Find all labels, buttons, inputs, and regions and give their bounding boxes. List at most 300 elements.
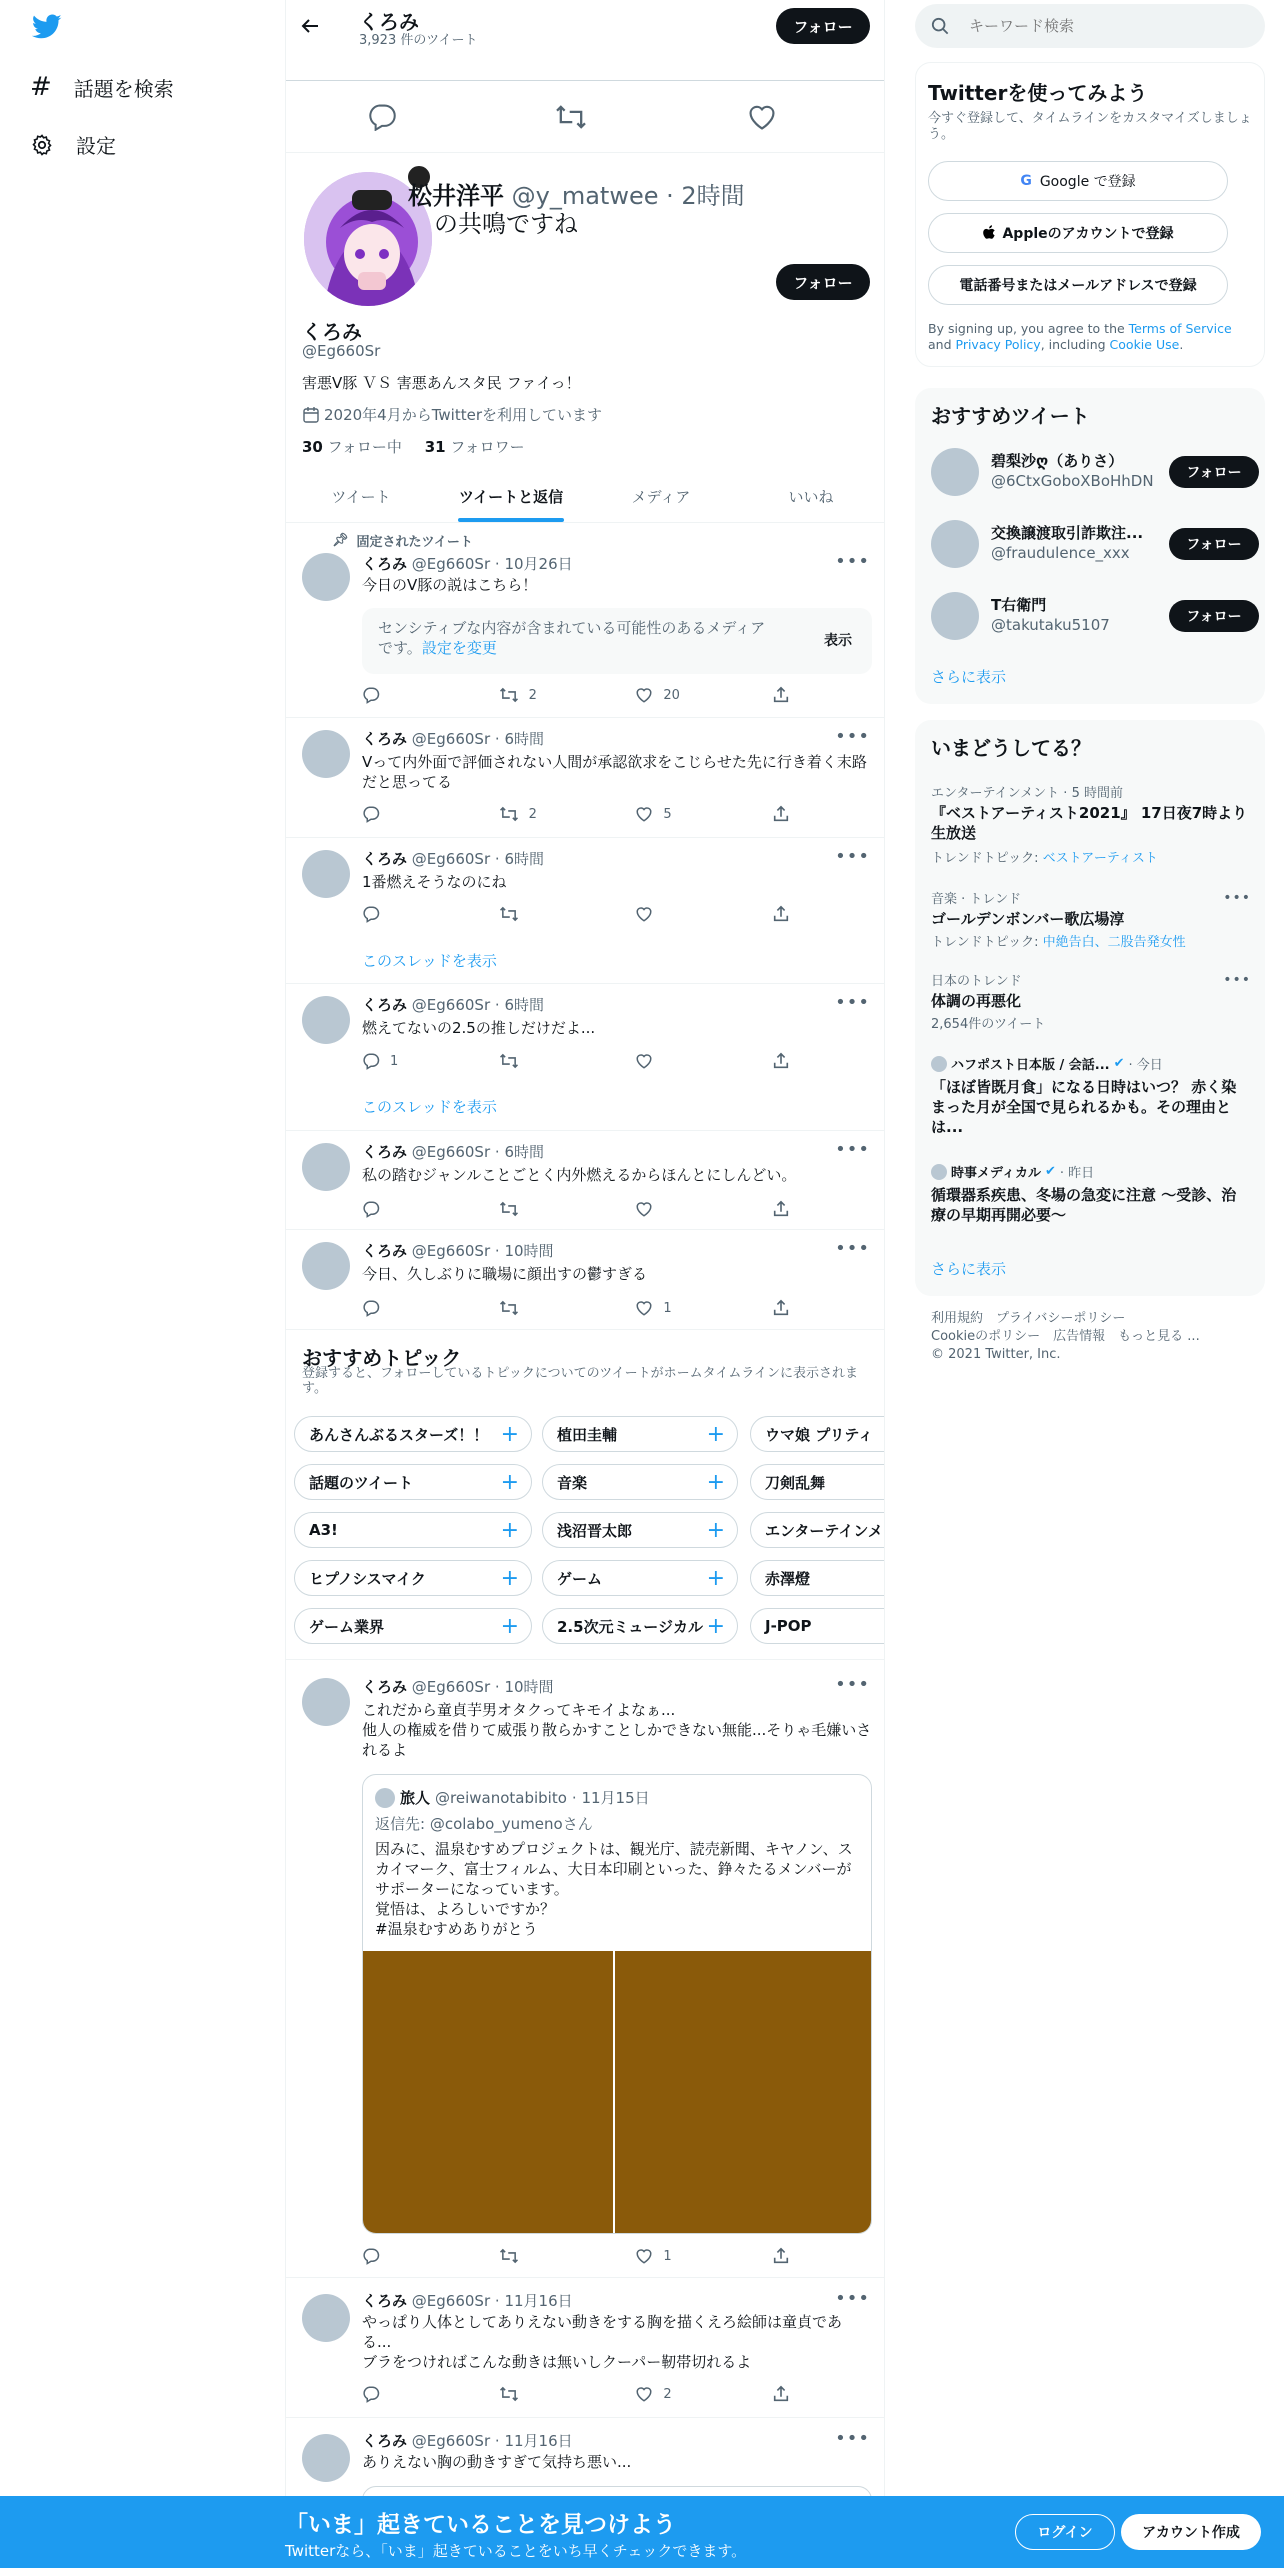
- banner-text: の共鳴ですね: [434, 210, 578, 238]
- share-icon: [772, 1052, 790, 1070]
- avatar[interactable]: [931, 448, 979, 496]
- tweet-header: [362, 1141, 544, 1162]
- quoted-header: [375, 1787, 650, 1808]
- tweet-handle: @Eg660Sr: [411, 1678, 491, 1696]
- topic-pill[interactable]: [542, 1416, 738, 1452]
- tweet-time[interactable]: · 6時間: [494, 730, 544, 748]
- tweet-item[interactable]: [286, 718, 885, 838]
- topic-pill[interactable]: [542, 1464, 738, 1500]
- hashtag-icon: #: [30, 72, 52, 102]
- back-arrow-icon[interactable]: [300, 16, 320, 36]
- show-thread-link[interactable]: このスレッドを表示: [362, 952, 497, 970]
- like-icon: [635, 686, 653, 704]
- topic-pill[interactable]: [542, 1512, 738, 1548]
- tweet-handle: @Eg660Sr: [411, 1143, 491, 1161]
- like-button[interactable]: [635, 2247, 725, 2265]
- tweet-actions: [362, 1051, 792, 1071]
- nav-settings[interactable]: [30, 130, 116, 159]
- like-button[interactable]: [635, 1200, 725, 1218]
- plus-icon: +: [500, 1565, 519, 1591]
- topics-desc: 登録すると、フォローしているトピックについてのツイートがホームタイムラインに表示されます。: [302, 1366, 859, 1396]
- trend-item[interactable]: [931, 888, 1251, 950]
- header-follow-button[interactable]: フォロー: [776, 8, 870, 44]
- avatar[interactable]: [302, 2434, 350, 2482]
- reply-button[interactable]: [362, 1052, 452, 1070]
- retweet-button[interactable]: [499, 1299, 589, 1317]
- topic-pill[interactable]: [750, 1560, 885, 1596]
- retweet-button[interactable]: [499, 2247, 589, 2265]
- tweet-author[interactable]: くろみ: [362, 555, 408, 573]
- quoted-author: 旅人: [400, 1789, 431, 1807]
- change-settings-link[interactable]: 設定を変更: [421, 639, 497, 657]
- follow-button[interactable]: フォロー: [1169, 600, 1259, 632]
- tweet-time[interactable]: · 10時間: [494, 1242, 554, 1260]
- like-button[interactable]: [635, 1299, 725, 1317]
- retweet-icon: [499, 1200, 519, 1218]
- reply-icon: [362, 1200, 380, 1218]
- tab-likes[interactable]: いいね: [788, 487, 834, 506]
- like-button[interactable]: [635, 1052, 725, 1070]
- news-item[interactable]: [931, 1162, 1251, 1225]
- tweet-author[interactable]: くろみ: [362, 730, 408, 748]
- plus-icon: +: [706, 1469, 725, 1495]
- topic-pill[interactable]: [294, 1560, 532, 1596]
- topic-pill[interactable]: [750, 1608, 885, 1644]
- tweet-text: ありえない胸の動きすぎて気持ち悪い...: [362, 2453, 632, 2471]
- login-button[interactable]: ログイン: [1015, 2514, 1115, 2550]
- like-button[interactable]: [635, 905, 725, 923]
- tweet-actions: [362, 1298, 792, 1318]
- tweet-handle: @Eg660Sr: [411, 555, 491, 573]
- topic-label: 赤澤燈: [765, 1569, 811, 1588]
- trend-sub-prefix: トレンドトピック:: [931, 851, 1043, 866]
- quoted-text-line: #温泉むすめありがとう: [375, 1920, 538, 1938]
- tweet-item[interactable]: [286, 1660, 885, 2278]
- quoted-media-image[interactable]: [363, 1951, 613, 2234]
- reply-button[interactable]: [362, 805, 452, 823]
- cookie-link[interactable]: Cookie Use: [1109, 337, 1180, 352]
- tweet-item[interactable]: [286, 984, 885, 1131]
- trend-topic-link[interactable]: 中絶告白、二股告発女性: [1042, 935, 1186, 950]
- retweet-count: 2: [528, 687, 537, 703]
- footer-link[interactable]: Cookieのポリシー: [931, 1329, 1041, 1344]
- avatar[interactable]: [931, 520, 979, 568]
- like-count: 1: [663, 2248, 672, 2264]
- tab-tweets[interactable]: ツイート: [331, 487, 391, 506]
- trend-title: 体調の再悪化: [931, 992, 1022, 1010]
- tweet-text: 今日、久しぶりに職場に顔出すの鬱すぎる: [362, 1265, 648, 1283]
- tweet-text: 今日のV豚の説はこちら！: [362, 576, 538, 594]
- nav-explore[interactable]: [30, 72, 174, 102]
- like-button[interactable]: [635, 2385, 725, 2403]
- tweet-handle: @Eg660Sr: [411, 1242, 491, 1260]
- more-icon[interactable]: •••: [1223, 890, 1251, 906]
- quoted-text: [375, 1839, 865, 1939]
- share-button[interactable]: [772, 805, 792, 823]
- tweet-time[interactable]: · 11月16日: [494, 2292, 573, 2310]
- verified-icon: ✔︎: [1113, 1056, 1125, 1071]
- profile-stats: [302, 436, 525, 457]
- news-source: 時事メディカル: [951, 1166, 1041, 1181]
- topic-label: 音楽: [557, 1473, 588, 1492]
- signup-bottom-bar: [0, 2496, 1284, 2568]
- like-icon: [635, 2385, 653, 2403]
- share-icon: [772, 1299, 790, 1317]
- tweet-time[interactable]: · 6時間: [494, 1143, 544, 1161]
- trend-meta: 音楽 · トレンド: [931, 892, 1022, 907]
- trend-meta: 日本のトレンド: [931, 974, 1022, 989]
- show-thread-link[interactable]: このスレッドを表示: [362, 1098, 497, 1116]
- like-button[interactable]: [635, 686, 725, 704]
- retweet-icon: [499, 1299, 519, 1317]
- topic-pill[interactable]: [294, 1416, 532, 1452]
- gear-icon: [30, 133, 54, 157]
- footer-link[interactable]: プライバシーポリシー: [996, 1311, 1126, 1326]
- tweet-actions: [362, 904, 792, 924]
- plus-icon: +: [706, 1565, 725, 1591]
- retweet-icon[interactable]: [554, 103, 588, 131]
- reply-icon: [362, 805, 380, 823]
- tweet-time[interactable]: · 10時間: [494, 1678, 554, 1696]
- news-source: ハフポスト日本版 / 会話...: [951, 1058, 1110, 1073]
- footer-link[interactable]: 利用規約: [931, 1311, 984, 1326]
- more-icon[interactable]: •••: [835, 2288, 870, 2309]
- apple-signup-button[interactable]: [928, 213, 1228, 253]
- trend-title: ゴールデンボンバー歌広場淳: [931, 910, 1125, 928]
- share-icon: [772, 1200, 790, 1218]
- tweet-item[interactable]: [286, 838, 885, 984]
- retweet-icon: [499, 905, 519, 923]
- quoted-time: · 11月15日: [571, 1789, 650, 1807]
- reply-button[interactable]: [362, 2385, 452, 2403]
- signup-title: Twitterを使ってみよう: [928, 81, 1148, 105]
- avatar[interactable]: [302, 730, 350, 778]
- topic-label: ゲーム業界: [309, 1617, 385, 1636]
- following-label: フォロー中: [327, 438, 402, 456]
- more-icon[interactable]: •••: [835, 551, 870, 572]
- tweet-header: [362, 1676, 554, 1697]
- share-button[interactable]: [772, 2247, 792, 2265]
- sensitive-message: センシティブな内容が含まれている可能性のあるメディアです。: [378, 619, 766, 657]
- share-button[interactable]: [772, 905, 792, 923]
- follow-button[interactable]: フォロー: [1169, 528, 1259, 560]
- quoted-text-line: カイマーク、富士フィルム、大日本印刷といった、錚々たるメンバーが: [375, 1860, 852, 1878]
- tweet-actions: [362, 1199, 792, 1219]
- retweet-button[interactable]: [499, 805, 589, 823]
- topic-pill[interactable]: [294, 1512, 532, 1548]
- tweet-item[interactable]: [286, 1230, 885, 1330]
- signup-terms: [928, 321, 1254, 353]
- share-icon: [772, 2247, 790, 2265]
- bottom-title: 「いま」起きていることを見つけよう: [285, 2512, 676, 2538]
- user-name: 交換譲渡取引詐欺注...: [991, 524, 1144, 542]
- retweet-icon: [499, 2385, 519, 2403]
- phone-signup-button[interactable]: 電話番号またはメールアドレスで登録: [928, 265, 1228, 305]
- tweet-handle: @Eg660Sr: [411, 2292, 491, 2310]
- tweet-header: [362, 2430, 573, 2451]
- retweet-button[interactable]: [499, 905, 589, 923]
- topic-label: 2.5次元ミュージカル: [557, 1617, 703, 1636]
- topic-pill[interactable]: [750, 1464, 885, 1500]
- tweet-text-line: これだから童貞芋男オタクってキモイよなぁ...: [362, 1701, 676, 1719]
- trend-topic-link[interactable]: ベストアーティスト: [1042, 851, 1158, 866]
- tweet-text: [362, 2312, 872, 2372]
- tweet-header: [362, 848, 544, 869]
- quoted-reply-to: 返信先: @colabo_yumenoさん: [375, 1815, 593, 1833]
- avatar[interactable]: [302, 850, 350, 898]
- reply-count: 1: [390, 1053, 399, 1069]
- apple-icon: [982, 225, 996, 241]
- share-button[interactable]: [772, 1299, 792, 1317]
- tweet-item[interactable]: [286, 2278, 885, 2418]
- recommended-topics: [286, 1330, 885, 1660]
- sidebar-footer: [931, 1310, 1251, 1364]
- tweet-actions: [362, 685, 792, 705]
- like-icon: [635, 805, 653, 823]
- retweet-button[interactable]: [499, 1052, 589, 1070]
- privacy-link[interactable]: Privacy Policy: [955, 337, 1041, 352]
- topic-label: J-POP: [765, 1617, 812, 1635]
- tweet-header: [362, 2290, 573, 2311]
- tweet-text: 私の踏むジャンルことごとく内外燃えるからほんとにしんどい。: [362, 1166, 797, 1184]
- tab-media[interactable]: メディア: [631, 487, 691, 506]
- topic-pill[interactable]: [750, 1512, 885, 1548]
- share-icon: [772, 2385, 790, 2403]
- share-button[interactable]: [772, 2385, 792, 2403]
- reply-button[interactable]: [362, 686, 452, 704]
- more-icon[interactable]: •••: [835, 1674, 870, 1695]
- who-show-more-link[interactable]: さらに表示: [931, 668, 1007, 686]
- topic-label: 話題のツイート: [309, 1473, 413, 1492]
- like-icon: [635, 1052, 653, 1070]
- nav-settings-label: 設定: [76, 134, 116, 158]
- topic-pill[interactable]: [294, 1608, 532, 1644]
- profile-joined-text: 2020年4月からTwitterを利用しています: [324, 406, 602, 424]
- topic-pill[interactable]: [542, 1608, 738, 1644]
- like-icon: [635, 1200, 653, 1218]
- share-icon: [772, 805, 790, 823]
- profile-handle: @Eg660Sr: [302, 342, 381, 360]
- tweet-header: [362, 994, 544, 1015]
- more-icon[interactable]: •••: [835, 1139, 870, 1160]
- profile-tabs: [286, 470, 885, 523]
- news-item[interactable]: [931, 1054, 1251, 1137]
- tweet-actions: [362, 2384, 792, 2404]
- previous-tweet-actions: [286, 81, 885, 153]
- plus-icon: +: [706, 1421, 725, 1447]
- reply-button[interactable]: [362, 905, 452, 923]
- banner-name: 松井洋平: [408, 182, 504, 210]
- more-icon[interactable]: •••: [835, 846, 870, 867]
- avatar[interactable]: [302, 1143, 350, 1191]
- news-source-avatar: [931, 1164, 947, 1180]
- tweet-time[interactable]: · 11月16日: [494, 2432, 573, 2450]
- tweet-author[interactable]: くろみ: [362, 1678, 408, 1696]
- retweet-count: 2: [528, 806, 537, 822]
- topic-label: ヒプノシスマイク: [309, 1569, 426, 1588]
- news-title: 「ほぼ皆既月食」になる日時はいつ？ 赤く染まった月が全国で見られるかも。その理由とは...: [931, 1078, 1237, 1136]
- profile-bio: 害悪V豚 ＶＳ 害悪あんスタ民 ファイっ！: [302, 374, 581, 392]
- search-input[interactable]: [969, 17, 1249, 35]
- share-button[interactable]: [772, 1200, 792, 1218]
- avatar[interactable]: [931, 592, 979, 640]
- share-icon: [772, 905, 790, 923]
- tweet-text: Vって内外面で評価されない人間が承認欲求をこじらせた先に行き着く末路だと思ってる: [362, 753, 867, 791]
- share-button[interactable]: [772, 1052, 792, 1070]
- profile-follow-button[interactable]: フォロー: [776, 264, 870, 300]
- terms-prefix: By signing up, you agree to the: [928, 321, 1129, 336]
- reply-icon: [362, 686, 380, 704]
- followers-link[interactable]: [425, 438, 525, 456]
- topic-label: ゲーム: [557, 1569, 603, 1588]
- pinned-label: 固定されたツイート: [356, 535, 473, 550]
- more-icon[interactable]: •••: [835, 992, 870, 1013]
- user-handle: @fraudulence_xxx: [991, 544, 1130, 562]
- terms-link[interactable]: Terms of Service: [1128, 321, 1232, 336]
- plus-icon: +: [500, 1469, 519, 1495]
- quoted-avatar: [375, 1788, 395, 1808]
- more-icon[interactable]: •••: [835, 2428, 870, 2449]
- trends-show-more-link[interactable]: さらに表示: [931, 1260, 1007, 1278]
- user-name: T右衛門: [991, 596, 1047, 614]
- tweet-text-line: やっぱり人体としてありえない動きをする胸を描くえろ絵師は童貞であ: [362, 2313, 843, 2331]
- news-source-avatar: [931, 1056, 947, 1072]
- avatar[interactable]: [302, 1242, 350, 1290]
- quoted-media-image[interactable]: [615, 1951, 872, 2234]
- retweet-button[interactable]: [499, 1200, 589, 1218]
- tweet-actions: [362, 804, 792, 824]
- tweet-item[interactable]: [286, 523, 885, 718]
- previous-tweet-fragment: [286, 53, 885, 81]
- sensitive-media-notice: [362, 608, 872, 674]
- like-icon: [635, 1299, 653, 1317]
- tweet-time[interactable]: · 6時間: [494, 996, 544, 1014]
- signup-card: [915, 62, 1265, 367]
- user-row[interactable]: [931, 516, 1251, 576]
- tweet-author[interactable]: くろみ: [362, 1143, 408, 1161]
- tweet-author[interactable]: くろみ: [362, 996, 408, 1014]
- topic-label: ウマ娘 プリティ: [765, 1425, 874, 1444]
- retweet-icon: [499, 686, 519, 704]
- reply-button[interactable]: [362, 2247, 452, 2265]
- tweet-item[interactable]: [286, 1131, 885, 1230]
- terms-including: , including: [1040, 337, 1110, 352]
- more-icon[interactable]: •••: [835, 1238, 870, 1259]
- follow-button[interactable]: フォロー: [1169, 456, 1259, 488]
- tweet-author[interactable]: くろみ: [362, 2432, 408, 2450]
- reply-icon[interactable]: [366, 103, 398, 131]
- search-box[interactable]: [915, 4, 1265, 48]
- trend-meta: エンターテインメント · 5 時間前: [931, 786, 1123, 801]
- reply-icon: [362, 2385, 380, 2403]
- quoted-text-line: サポーターになっています。: [375, 1880, 569, 1898]
- topic-pill[interactable]: [542, 1560, 738, 1596]
- plus-icon: +: [500, 1613, 519, 1639]
- like-button[interactable]: [635, 805, 725, 823]
- tweet-handle: @Eg660Sr: [411, 2432, 491, 2450]
- google-icon: G: [1020, 173, 1032, 189]
- tab-tweets-replies[interactable]: ツイートと返信: [436, 470, 586, 522]
- tweet-text-line: 他人の権威を借りて威張り散らかすことしかできない無能...そりゃ毛嫌いされるよ: [362, 1721, 872, 1759]
- create-account-button[interactable]: アカウント作成: [1121, 2514, 1261, 2550]
- google-signup-button[interactable]: [928, 161, 1228, 201]
- footer-link[interactable]: 広告情報: [1053, 1329, 1106, 1344]
- share-button[interactable]: [772, 686, 792, 704]
- terms-dot: .: [1179, 337, 1184, 352]
- main-column: [285, 0, 885, 2568]
- news-time: · 今日: [1128, 1058, 1163, 1073]
- like-icon[interactable]: [746, 103, 778, 131]
- reply-button[interactable]: [362, 1299, 452, 1317]
- avatar[interactable]: [302, 996, 350, 1044]
- tweet-text-line: る...: [362, 2333, 392, 2351]
- topic-pill[interactable]: [294, 1464, 532, 1500]
- reply-icon: [362, 1052, 380, 1070]
- tweet-time[interactable]: · 10月26日: [494, 555, 573, 573]
- reply-icon: [362, 1299, 380, 1317]
- tweet-time[interactable]: · 6時間: [494, 850, 544, 868]
- tweet-author[interactable]: くろみ: [362, 850, 408, 868]
- nav-explore-label: 話題を検索: [73, 76, 174, 101]
- user-handle: @6CtxGoboXBoHhDN: [991, 472, 1154, 490]
- reply-icon: [362, 905, 380, 923]
- topic-label: 植田圭輔: [557, 1425, 618, 1444]
- profile-joined: [302, 404, 602, 425]
- tweet-author[interactable]: くろみ: [362, 2292, 408, 2310]
- calendar-icon: [302, 406, 320, 424]
- user-row[interactable]: [931, 444, 1251, 504]
- trend-item[interactable]: [931, 970, 1251, 1032]
- news-time: · 昨日: [1059, 1166, 1095, 1181]
- avatar[interactable]: [302, 1678, 350, 1726]
- avatar[interactable]: [302, 553, 350, 601]
- tweet-author[interactable]: くろみ: [362, 1242, 408, 1260]
- topic-pill[interactable]: [750, 1416, 885, 1452]
- pinned-indicator: [332, 531, 473, 550]
- retweet-icon: [499, 805, 519, 823]
- footer-link[interactable]: もっと見る ...: [1118, 1329, 1200, 1344]
- show-media-button[interactable]: 表示: [824, 633, 852, 649]
- twitter-logo-icon[interactable]: [32, 14, 62, 40]
- banner-time: · 2時間: [666, 182, 745, 210]
- like-count: 5: [663, 806, 672, 822]
- more-icon[interactable]: •••: [835, 726, 870, 747]
- following-link[interactable]: [302, 438, 402, 456]
- retweet-button[interactable]: [499, 686, 589, 704]
- like-icon: [635, 905, 653, 923]
- tweet-handle: @Eg660Sr: [411, 850, 491, 868]
- profile-header-bar: [286, 0, 885, 53]
- reply-button[interactable]: [362, 1200, 452, 1218]
- header-name: くろみ: [359, 10, 419, 34]
- avatar[interactable]: [302, 2294, 350, 2342]
- trends-title: いまどうしてる？: [931, 736, 1091, 760]
- like-count: 2: [663, 2386, 672, 2402]
- trend-item[interactable]: [931, 782, 1251, 866]
- user-row[interactable]: [931, 588, 1251, 648]
- right-sidebar: [885, 0, 1284, 2568]
- header-tweet-count: 3,923 件のツイート: [359, 33, 478, 48]
- plus-icon: +: [706, 1517, 725, 1543]
- apple-signup-label: Appleのアカウントで登録: [1002, 226, 1174, 242]
- quoted-tweet-card[interactable]: [362, 1774, 872, 2234]
- trend-sub-prefix: トレンドトピック:: [931, 935, 1043, 950]
- retweet-button[interactable]: [499, 2385, 589, 2403]
- topic-label: 刀剣乱舞: [765, 1473, 826, 1492]
- more-icon[interactable]: •••: [1223, 972, 1251, 988]
- pin-icon: 📌︎: [332, 533, 349, 548]
- tweet-text: 1番燃えそうなのにね: [362, 873, 507, 891]
